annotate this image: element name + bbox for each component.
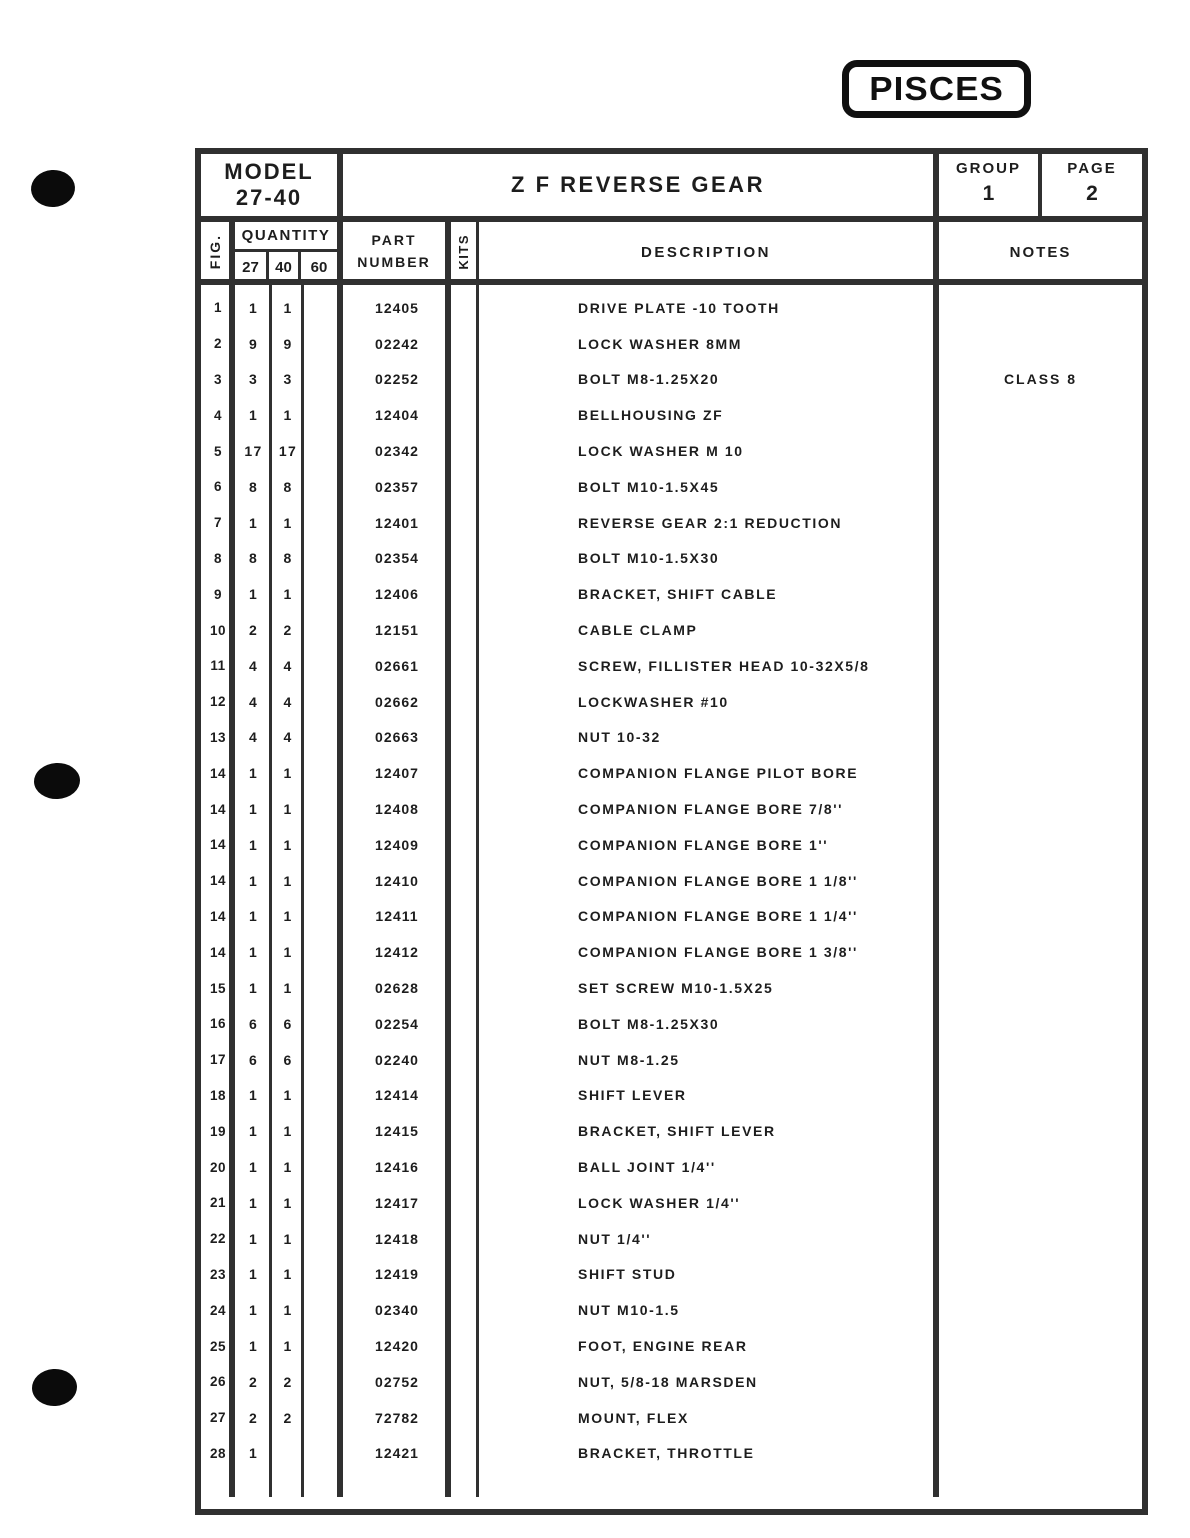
model-value: 27-40 (235, 185, 303, 210)
cell-qty-40: 1 (283, 765, 293, 782)
cell-qty-27: 17 (244, 443, 263, 460)
cell-part-number: 12421 (375, 1445, 419, 1462)
cell-fig: 2 (213, 336, 222, 352)
cell-qty-40: 1 (283, 1123, 293, 1140)
cell-part-number: 12406 (375, 586, 419, 603)
cell-notes (939, 433, 1142, 469)
cell-notes (939, 1185, 1142, 1221)
quantity-subcolumns (235, 252, 337, 282)
kits-column-label: KITS (456, 234, 471, 270)
cell-qty-40: 1 (283, 944, 293, 961)
description-column-label: DESCRIPTION (640, 243, 771, 261)
cell-fig: 19 (209, 1123, 227, 1139)
cell-part-number: 02342 (375, 443, 419, 460)
cell-description: COMPANION FLANGE PILOT BORE (578, 765, 859, 782)
cell-fig: 28 (209, 1445, 227, 1461)
cell-description: NUT M10-1.5 (578, 1302, 680, 1319)
cell-kits (451, 720, 479, 756)
cell-description: NUT M8-1.25 (578, 1051, 680, 1068)
cell-notes (939, 612, 1142, 648)
cell-notes (939, 1292, 1142, 1328)
cell-kits (451, 1221, 479, 1257)
cell-description: NUT, 5/8-18 MARSDEN (578, 1373, 758, 1390)
notes-column-header (939, 222, 1142, 282)
cell-kits (451, 863, 479, 899)
cell-kits (451, 433, 479, 469)
punch-hole (30, 169, 76, 209)
qty-40-header: 40 (269, 252, 301, 282)
cell-qty-40: 1 (283, 514, 293, 531)
cell-notes (939, 1257, 1142, 1293)
cell-notes (939, 1006, 1142, 1042)
cell-notes (939, 1042, 1142, 1078)
cell-kits (451, 827, 479, 863)
cell-part-number: 12410 (375, 872, 419, 889)
cell-fig: 22 (209, 1231, 227, 1247)
cell-qty-27: 1 (248, 801, 259, 818)
cell-qty-40: 17 (278, 443, 298, 460)
cell-notes (939, 1078, 1142, 1114)
cell-fig: 25 (209, 1338, 227, 1354)
cell-kits (451, 934, 479, 970)
cell-qty-27: 1 (248, 1194, 259, 1211)
cell-notes (939, 1149, 1142, 1185)
cell-qty-27: 1 (248, 1123, 259, 1140)
cell-part-number: 02662 (375, 693, 419, 710)
cell-description: LOCKWASHER #10 (578, 693, 729, 710)
cell-notes (939, 827, 1142, 863)
cell-qty-27: 1 (248, 944, 259, 961)
cell-description: FOOT, ENGINE REAR (578, 1338, 748, 1354)
cell-kits (451, 1292, 479, 1328)
cell-qty-27: 1 (248, 586, 259, 603)
qty-60-header: 60 (310, 258, 328, 276)
table-column-header-row (201, 222, 1142, 285)
cell-description: COMPANION FLANGE BORE 1'' (578, 836, 829, 853)
cell-fig: 27 (209, 1410, 227, 1426)
group-label: GROUP (955, 160, 1021, 177)
cell-kits (451, 684, 479, 720)
cell-notes (939, 684, 1142, 720)
column-divider (476, 285, 479, 1497)
cell-description: BOLT M8-1.25X20 (578, 371, 720, 388)
cell-description: DRIVE PLATE -10 TOOTH (578, 299, 780, 316)
cell-description: SHIFT STUD (578, 1266, 677, 1283)
cell-description: SHIFT LEVER (578, 1087, 687, 1104)
cell-qty-27: 1 (248, 836, 259, 853)
cell-qty-40: 1 (283, 908, 293, 925)
cell-qty-40: 1 (283, 836, 293, 853)
cell-notes: CLASS 8 (1003, 371, 1078, 388)
cell-qty-40: 1 (283, 1338, 293, 1354)
cell-fig: 14 (209, 944, 227, 960)
cell-kits (451, 612, 479, 648)
part-label-line1: PART (371, 232, 417, 249)
cell-fig: 9 (213, 586, 222, 602)
cell-part-number: 02357 (375, 478, 419, 495)
cell-kits (451, 1042, 479, 1078)
cell-part-number: 12151 (375, 622, 419, 639)
title-cell (343, 154, 939, 216)
cell-description: BALL JOINT 1/4'' (578, 1159, 716, 1176)
cell-part-number: 02752 (375, 1373, 419, 1390)
cell-notes (939, 469, 1142, 505)
cell-qty-27: 9 (248, 335, 259, 352)
cell-qty-27: 1 (248, 872, 259, 889)
cell-kits (451, 1436, 479, 1472)
cell-qty-40: 6 (283, 1051, 293, 1068)
cell-qty-40 (272, 1436, 304, 1472)
quantity-label: QUANTITY (235, 222, 337, 252)
cell-notes (939, 1221, 1142, 1257)
model-cell (201, 154, 343, 216)
cell-qty-27: 4 (248, 693, 259, 710)
cell-qty-40: 4 (283, 657, 293, 674)
cell-part-number: 12419 (375, 1266, 419, 1283)
cell-fig: 1 (213, 300, 222, 316)
cell-kits (451, 576, 479, 612)
cell-notes (939, 934, 1142, 970)
cell-notes (939, 541, 1142, 577)
page-value: 2 (1086, 182, 1098, 205)
cell-part-number: 02354 (375, 550, 419, 567)
fig-column-header (201, 222, 235, 282)
cell-notes (939, 863, 1142, 899)
cell-qty-27: 1 (248, 1302, 259, 1319)
cell-description: LOCK WASHER 8MM (578, 335, 742, 352)
column-divider (301, 285, 304, 1497)
column-divider (933, 285, 939, 1497)
cell-qty-27: 1 (248, 1087, 259, 1104)
cell-qty-27: 1 (248, 1338, 259, 1354)
cell-part-number: 02254 (375, 1015, 419, 1032)
column-divider (269, 285, 272, 1497)
parts-table (195, 148, 1148, 1515)
cell-description: SET SCREW M10-1.5X25 (578, 980, 774, 997)
cell-fig: 11 (210, 658, 226, 674)
cell-notes (939, 1113, 1142, 1149)
cell-description: BRACKET, THROTTLE (578, 1445, 755, 1462)
cell-notes (939, 290, 1142, 326)
cell-fig: 7 (213, 515, 222, 531)
cell-fig: 12 (209, 694, 227, 710)
cell-kits (451, 362, 479, 398)
cell-kits (451, 1257, 479, 1293)
cell-part-number: 12417 (375, 1194, 419, 1211)
cell-part-number: 12411 (375, 908, 419, 925)
cell-kits (451, 1400, 479, 1436)
cell-part-number: 12414 (375, 1087, 419, 1104)
cell-notes (939, 970, 1142, 1006)
cell-notes (939, 1364, 1142, 1400)
fig-column-label: FIG. (207, 234, 223, 270)
cell-description: COMPANION FLANGE BORE 1 3/8'' (578, 944, 858, 961)
cell-qty-27: 2 (248, 622, 259, 639)
cell-qty-27: 6 (248, 1015, 259, 1032)
cell-qty-40: 1 (283, 1266, 293, 1283)
cell-part-number: 12412 (375, 944, 419, 961)
cell-part-number: 02628 (375, 980, 419, 997)
cell-description: BOLT M10-1.5X30 (578, 550, 720, 567)
cell-part-number: 02242 (375, 335, 419, 352)
cell-qty-27: 1 (248, 1445, 259, 1462)
cell-part-number: 12416 (375, 1159, 419, 1176)
cell-part-number: 12408 (375, 801, 419, 818)
cell-description: REVERSE GEAR 2:1 REDUCTION (578, 514, 843, 531)
cell-qty-27: 1 (248, 1159, 259, 1176)
cell-qty-27: 4 (248, 657, 259, 674)
cell-notes (939, 576, 1142, 612)
cell-fig: 24 (209, 1302, 227, 1318)
cell-qty-40: 1 (283, 586, 293, 603)
cell-part-number: 02661 (375, 657, 419, 674)
table-title-row (201, 154, 1142, 222)
cell-qty-27: 1 (248, 514, 259, 531)
column-divider (445, 285, 451, 1497)
cell-notes (939, 397, 1142, 433)
cell-kits (451, 791, 479, 827)
cell-kits (451, 1149, 479, 1185)
cell-description: LOCK WASHER 1/4'' (578, 1194, 741, 1211)
cell-qty-40: 2 (283, 1373, 293, 1390)
brand-logo-text: PISCES (869, 70, 1004, 107)
cell-qty-27: 1 (248, 1266, 259, 1283)
page-title: Z F REVERSE GEAR (511, 172, 765, 197)
model-label: MODEL (224, 158, 314, 184)
cell-qty-40: 1 (283, 872, 293, 889)
cell-qty-40: 4 (283, 693, 293, 710)
page-label: PAGE (1067, 160, 1117, 177)
cell-qty-40: 1 (283, 407, 293, 424)
cell-fig: 14 (209, 801, 227, 817)
cell-kits (451, 970, 479, 1006)
cell-qty-40: 1 (283, 299, 293, 316)
cell-kits (451, 1185, 479, 1221)
cell-fig: 5 (213, 443, 222, 459)
cell-qty-27: 4 (248, 729, 259, 746)
cell-description: BRACKET, SHIFT CABLE (578, 586, 778, 603)
quantity-column-header (235, 222, 343, 282)
cell-kits (451, 469, 479, 505)
cell-part-number: 02252 (375, 371, 419, 388)
cell-kits (451, 1364, 479, 1400)
cell-fig: 14 (209, 837, 227, 853)
cell-description: BELLHOUSING ZF (578, 407, 724, 424)
cell-qty-27: 2 (248, 1409, 259, 1426)
cell-kits (451, 648, 479, 684)
cell-description: LOCK WASHER M 10 (578, 443, 744, 460)
description-column-header (479, 222, 939, 282)
cell-fig: 10 (209, 622, 227, 638)
cell-fig: 14 (209, 908, 227, 924)
cell-qty-27: 1 (248, 1230, 259, 1247)
cell-part-number: 02340 (375, 1302, 419, 1319)
cell-fig: 23 (209, 1266, 227, 1282)
cell-notes (939, 326, 1142, 362)
cell-qty-40: 1 (283, 1230, 293, 1247)
cell-qty-40: 1 (283, 1159, 293, 1176)
cell-qty-40: 6 (283, 1015, 293, 1032)
cell-part-number: 02663 (375, 729, 419, 746)
cell-kits (451, 1078, 479, 1114)
cell-qty-40: 1 (283, 980, 293, 997)
cell-notes (939, 1436, 1142, 1472)
part-label-line2: NUMBER (357, 254, 431, 270)
cell-kits (451, 1328, 479, 1364)
cell-qty-27: 3 (248, 371, 259, 388)
group-cell (939, 154, 1042, 216)
cell-kits (451, 326, 479, 362)
cell-kits (451, 1006, 479, 1042)
cell-fig: 16 (209, 1016, 227, 1032)
column-divider (337, 285, 343, 1497)
cell-part-number: 12418 (375, 1230, 419, 1247)
cell-qty-27: 1 (248, 407, 259, 424)
cell-part-number: 72782 (375, 1409, 419, 1426)
cell-fig: 18 (209, 1087, 227, 1103)
cell-qty-27: 1 (248, 299, 259, 316)
cell-notes (939, 899, 1142, 935)
column-divider (229, 285, 235, 1497)
part-number-column-header (343, 222, 451, 282)
cell-fig: 14 (209, 765, 227, 781)
cell-fig: 8 (213, 550, 222, 566)
cell-notes (939, 720, 1142, 756)
cell-qty-40: 1 (283, 801, 293, 818)
brand-logo (842, 60, 1031, 118)
cell-description: MOUNT, FLEX (578, 1409, 689, 1426)
cell-part-number: 12409 (375, 836, 419, 853)
cell-qty-40: 9 (283, 335, 293, 352)
cell-part-number: 02240 (375, 1051, 419, 1068)
cell-kits (451, 397, 479, 433)
cell-description: BOLT M10-1.5X45 (578, 478, 720, 495)
cell-fig: 20 (209, 1159, 227, 1175)
cell-notes (939, 648, 1142, 684)
cell-notes (939, 791, 1142, 827)
cell-fig: 15 (209, 980, 227, 996)
cell-qty-40: 8 (283, 478, 293, 495)
cell-description: BOLT M8-1.25X30 (578, 1015, 720, 1032)
cell-qty-40: 4 (283, 729, 293, 746)
cell-qty-40: 1 (283, 1087, 293, 1104)
cell-qty-27: 1 (248, 765, 259, 782)
cell-qty-40: 3 (283, 371, 293, 388)
cell-fig: 4 (213, 407, 222, 423)
punch-hole (33, 762, 81, 800)
cell-kits (451, 290, 479, 326)
kits-column-header (451, 222, 479, 282)
cell-fig: 26 (209, 1374, 227, 1390)
table-body (201, 285, 1142, 1497)
cell-fig: 6 (213, 479, 222, 495)
cell-kits (451, 541, 479, 577)
cell-notes (939, 1400, 1142, 1436)
cell-part-number: 12404 (375, 407, 419, 424)
cell-qty-40: 2 (283, 622, 293, 639)
cell-fig: 21 (209, 1195, 227, 1211)
cell-qty-27: 2 (248, 1373, 259, 1390)
cell-description: NUT 10-32 (578, 729, 661, 746)
cell-description: BRACKET, SHIFT LEVER (578, 1123, 776, 1140)
cell-part-number: 12405 (375, 299, 419, 316)
cell-qty-40: 1 (283, 1194, 293, 1211)
cell-notes (939, 1328, 1142, 1364)
cell-qty-40: 8 (283, 550, 293, 567)
cell-kits (451, 755, 479, 791)
cell-description: COMPANION FLANGE BORE 1 1/8'' (578, 872, 858, 889)
cell-qty-27: 8 (248, 478, 259, 495)
cell-fig: 17 (209, 1052, 227, 1068)
cell-fig: 14 (209, 873, 227, 889)
cell-kits (451, 1113, 479, 1149)
cell-part-number: 12415 (375, 1123, 419, 1140)
cell-description: COMPANION FLANGE BORE 1 1/4'' (578, 908, 858, 925)
cell-description: CABLE CLAMP (578, 622, 698, 639)
cell-part-number: 12420 (375, 1338, 419, 1354)
cell-notes (939, 505, 1142, 541)
cell-notes (939, 755, 1142, 791)
cell-fig: 13 (209, 729, 227, 745)
notes-column-label: NOTES (1009, 243, 1072, 261)
cell-fig: 3 (213, 371, 222, 387)
cell-qty-27: 1 (248, 908, 259, 925)
qty-27-header: 27 (235, 252, 269, 282)
cell-qty-40: 1 (283, 1302, 293, 1319)
cell-description: COMPANION FLANGE BORE 7/8'' (578, 801, 844, 818)
cell-description: SCREW, FILLISTER HEAD 10-32X5/8 (578, 657, 870, 674)
group-value: 1 (982, 182, 995, 205)
cell-qty-27: 8 (248, 550, 259, 567)
cell-description: NUT 1/4'' (578, 1230, 652, 1247)
cell-part-number: 12407 (375, 765, 419, 782)
cell-qty-40: 2 (283, 1409, 293, 1426)
page-cell (1042, 154, 1142, 216)
cell-kits (451, 505, 479, 541)
cell-qty-27: 1 (248, 980, 259, 997)
cell-part-number: 12401 (375, 514, 419, 531)
cell-kits (451, 899, 479, 935)
cell-qty-27: 6 (248, 1051, 259, 1068)
punch-hole (31, 1367, 78, 1407)
